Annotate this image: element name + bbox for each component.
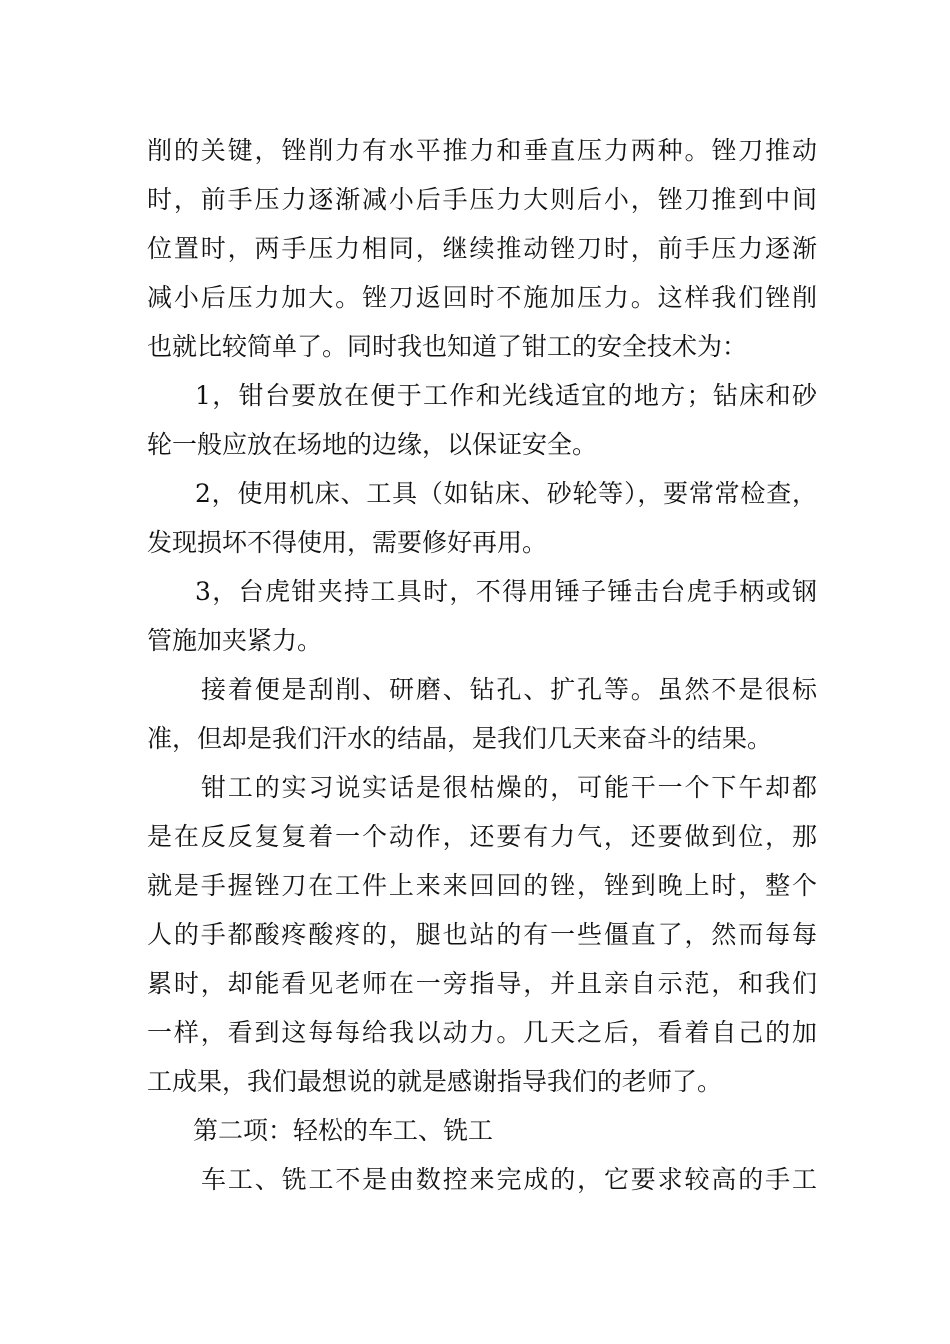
text-line: 人的手都酸疼酸疼的，腿也站的有一些僵直了，然而每每 <box>147 920 817 949</box>
paragraph-start: 接着便是刮削、研磨、钻孔、扩孔等。虽然不是很标 <box>201 675 817 704</box>
list-item-1: 1，钳台要放在便于工作和光线适宜的地方；钻床和砂 <box>195 381 817 410</box>
text-line: 位置时，两手压力相同，继续推动锉刀时，前手压力逐渐 <box>147 234 817 263</box>
paragraph-start: 车工、铣工不是由数控来完成的，它要求较高的手工 <box>201 1165 817 1194</box>
list-item-2: 2，使用机床、工具（如钻床、砂轮等），要常常检查， <box>195 479 817 508</box>
list-item-3: 3，台虎钳夹持工具时，不得用锤子锤击台虎手柄或钢 <box>195 577 817 606</box>
text-line: 时，前手压力逐渐减小后手压力大则后小，锉刀推到中间 <box>147 185 817 214</box>
text-line: 管施加夹紧力。 <box>147 626 323 655</box>
text-line: 发现损坏不得使用，需要修好再用。 <box>147 528 548 557</box>
text-line: 准，但却是我们汗水的结晶，是我们几天来奋斗的结果。 <box>147 724 773 753</box>
text-line: 工成果，我们最想说的就是感谢指导我们的老师了。 <box>147 1067 723 1096</box>
text-line: 累时，却能看见老师在一旁指导，并且亲自示范，和我们 <box>147 969 817 998</box>
text-line: 是在反反复复着一个动作，还要有力气，还要做到位，那 <box>147 822 817 851</box>
text-line: 削的关键，锉削力有水平推力和垂直压力两种。锉刀推动 <box>147 136 817 165</box>
paragraph-start: 钳工的实习说实话是很枯燥的，可能干一个下午却都 <box>201 773 817 802</box>
text-line: 也就比较简单了。同时我也知道了钳工的安全技术为： <box>147 332 748 361</box>
text-line: 减小后压力加大。锉刀返回时不施加压力。这样我们锉削 <box>147 283 817 312</box>
text-line: 轮一般应放在场地的边缘，以保证安全。 <box>147 430 598 459</box>
section-heading: 第二项：轻松的车工、铣工 <box>193 1116 494 1145</box>
text-line: 一样，看到这每每给我以动力。几天之后，看着自己的加 <box>147 1018 817 1047</box>
text-line: 就是手握锉刀在工件上来来回回的锉，锉到晚上时，整个 <box>147 871 817 900</box>
document-body <box>147 126 817 1204</box>
